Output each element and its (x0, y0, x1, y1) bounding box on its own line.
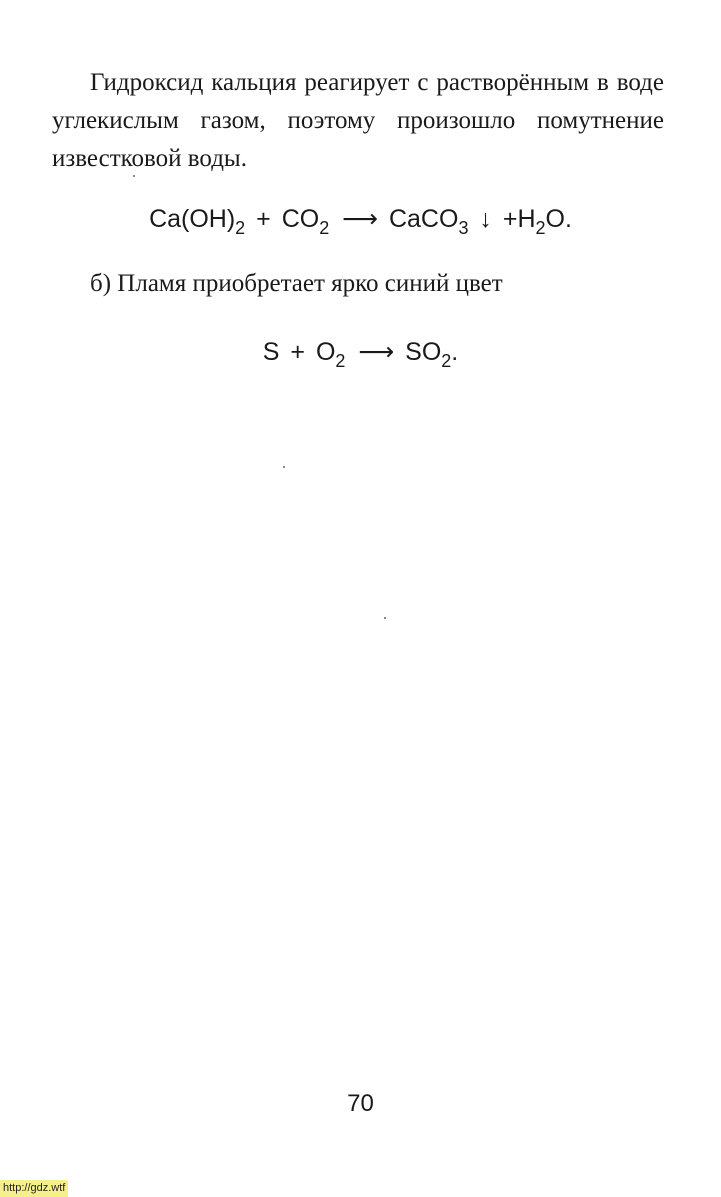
precipitate-arrow: ↓ (479, 205, 492, 233)
watermark-link[interactable]: http://gdz.wtf (0, 1180, 68, 1197)
reaction-arrow: ⟶ (342, 205, 377, 233)
formula-plus-h: +H (502, 205, 536, 233)
subscript: 2 (319, 218, 330, 238)
subscript: 2 (441, 351, 452, 371)
subscript: 3 (458, 218, 469, 238)
formula-so: SO (405, 338, 442, 366)
formula-co: CO (281, 205, 320, 233)
equation-sulfur-dioxide (0, 336, 721, 370)
formula-o: O. (545, 205, 572, 233)
scan-speck (384, 617, 386, 619)
paragraph-calcium-hydroxide (52, 64, 664, 178)
formula-s: S (262, 338, 280, 366)
page-number: 70 (347, 1090, 374, 1117)
subscript: 2 (235, 218, 246, 238)
period: . (451, 338, 459, 366)
subscript: 2 (335, 351, 346, 371)
reaction-arrow: ⟶ (358, 338, 393, 366)
equation-calcium-carbonate (0, 203, 721, 237)
formula-ca-oh: Ca(OH) (149, 205, 236, 233)
scan-speck (283, 466, 285, 468)
scan-speck (133, 175, 135, 177)
subscript: 2 (535, 218, 546, 238)
plus-sign: + (256, 205, 271, 233)
plus-sign: + (290, 338, 305, 366)
paragraph-text: Гидроксид кальция реагирует с растворённым в воде углекислым газом, поэтому произошло помутнение известковой воды. (52, 69, 664, 172)
formula-caco: CaCO (388, 205, 459, 233)
subheading-b: б) Пламя приобретает ярко синий цвет (90, 270, 503, 297)
formula-o: O (315, 338, 336, 366)
